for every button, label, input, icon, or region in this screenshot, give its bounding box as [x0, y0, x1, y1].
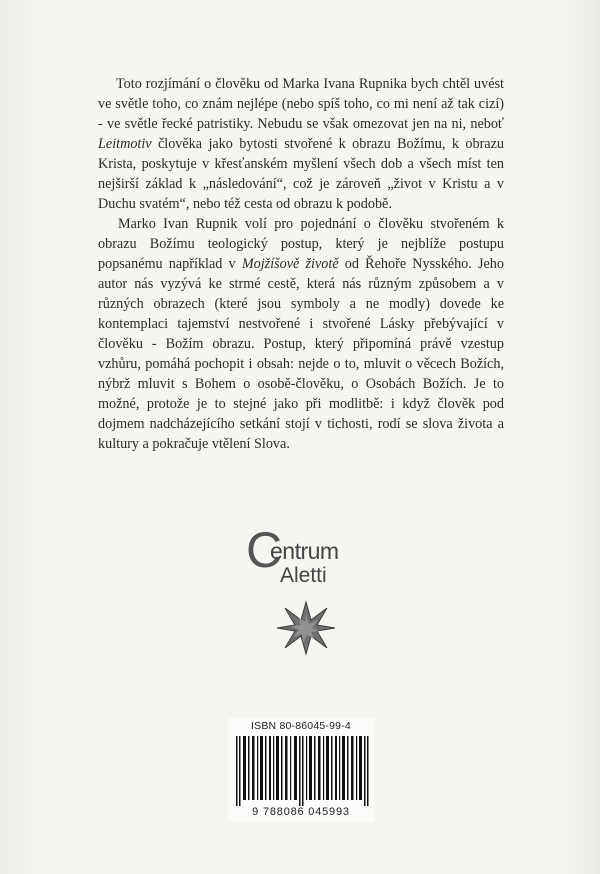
logo-word-aletti: Aletti — [280, 564, 327, 587]
barcode-icon — [234, 736, 370, 806]
publisher-logo — [246, 522, 366, 658]
paragraph-1-emphasis: Leitmotiv — [98, 136, 152, 152]
paragraph-2-emphasis: Mojžíšově životě — [241, 256, 339, 272]
barcode-number: 9 788086 045993 — [252, 806, 350, 818]
paragraph-2-text-b: od Řehoře Nysského. Jeho autor nás vyzývá ke strmé cestě, která nás různým způsobem a v různých obrazech (které jsou symboly a ne modly) dovede ke kontemplaci tajemství nestvořené i stvořené Lásky přebývající v člověku - Božím obrazu. Postup, který připomíná právě vzestup vzhůru, pomáhá pochopit i obsah: nejde o to, mluvit o věcech Božích, nýbrž mluvit s Bohem o osobě-člověku, o Osobách Božích. Je to možné, protože je to stejné jako při modlitbě: i když člověk pod dojmem nadcházejícího setkání stojí v tichosti, rodí se slova života a kultury a pokračuje vtělení Slova. — [98, 256, 504, 452]
logo-word-centrum: entrum — [270, 538, 339, 564]
paragraph-2 — [98, 214, 504, 454]
star-icon — [275, 600, 337, 656]
logo-initial: C — [246, 522, 283, 578]
blurb-text — [98, 74, 504, 454]
paragraph-1-text-b: člověka jako bytosti stvořené k obrazu Božímu, k obrazu Krista, poskytuje v křesťanském myšlení všech dob a všech míst ten nejširší základ k „následování“, což je zároveň „život v Kristu a v Duchu svatém“, nebo též cesta od obrazu k podobě. — [98, 136, 504, 212]
paragraph-2-text-a: Marko Ivan Rupnik volí pro pojednání o člověku stvořeném k obrazu Božímu teologický postup, který je nejblíže postupu popsanému například v — [98, 216, 504, 272]
barcode-box — [228, 718, 374, 822]
paragraph-1-text-a: Toto rozjímání o člověku od Marka Ivana Rupnika bych chtěl uvést ve světle toho, co znám nejlépe (nebo spíš toho, co mi není až tak cizí) - ve světle řecké patristiky. Nebudu se však omezovat jen na ni, neboť — [98, 76, 504, 132]
paragraph-1 — [98, 74, 504, 214]
isbn-label: ISBN 80-86045-99-4 — [251, 720, 351, 732]
